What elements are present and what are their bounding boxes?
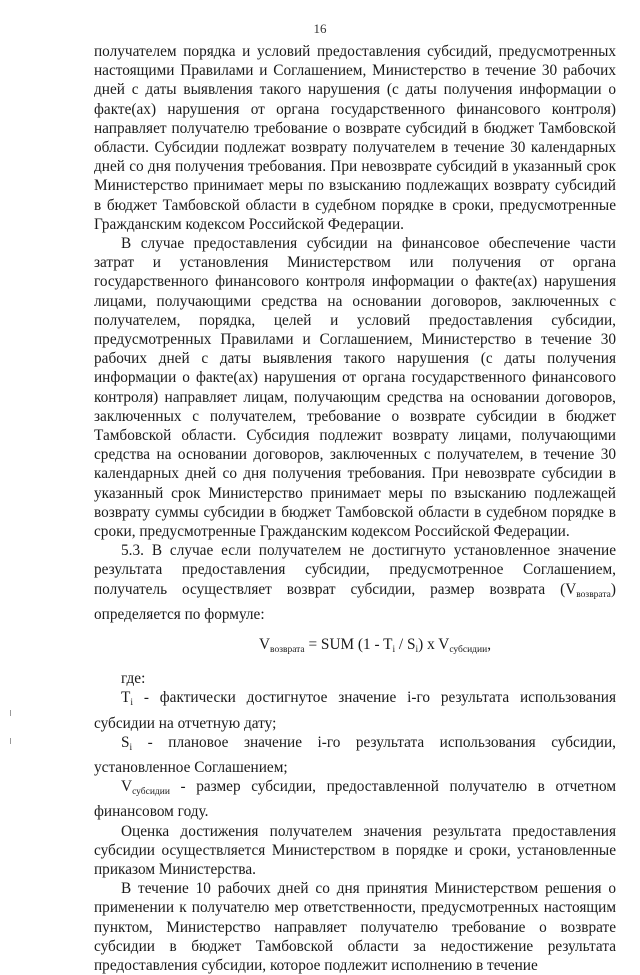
scan-edge-mark (10, 710, 11, 716)
definition-text: - фактически достигнутое значение i-го результата использования субсидии на отчетную дату; (94, 689, 616, 732)
paragraph: Оценка достижения получателем значения результата предоставления субсидии осуществляется Министерством в порядке и сроки, установленные приказом Министерства. (94, 822, 616, 878)
subscript: i (392, 645, 396, 656)
paragraph-text: ) определяется по формуле: (94, 580, 616, 623)
subscript: i (129, 742, 133, 753)
formula-symbol: V (258, 636, 271, 654)
paragraph: В течение 10 рабочих дней со дня принятия Министерством решения о применении к получателю мер ответственности, предусмотренных настоящим пунктом, Министерство направляет получателю требование о возврате субсидии в бюджет Тамбовской области за недостижение результата предоставления субсидии, которое подлежит исполнению в течение (94, 880, 616, 974)
subscript: возврата (576, 589, 611, 600)
formula-symbol: V (121, 778, 133, 796)
page-number: 16 (313, 21, 327, 36)
formula-text: = SUM (1 - T (304, 636, 393, 654)
subscript: i (130, 698, 133, 709)
where-label: где: (121, 670, 146, 688)
formula-text: / S (395, 636, 416, 654)
subscript: субсидии (132, 787, 170, 798)
paragraph: получателем порядка и условий предоставления субсидий, предусмотренных настоящими Правилами и Соглашением, Министерство в течение 30 рабочих дней с даты выявления такого нарушения (с даты получения информации о факте(ах) нарушения от органа государственного финансового контроля) направляет получателю требование о возврате субсидий в бюджет Тамбовской области. Субсидии подлежат возврату получателем в течение 30 календарных дней со дня получения требования. При невозврате субсидий в указанный срок Министерство принимает меры по взысканию подлежащих возврату субсидий в бюджет Тамбовской области в судебном порядке в сроки, предусмотренные Гражданским кодексом Российской Федерации. (94, 43, 616, 233)
document-body (94, 42, 616, 975)
definition-s (94, 733, 616, 777)
scan-edge-mark (10, 738, 11, 744)
subscript: возврата (270, 645, 305, 656)
formula-symbol: T (121, 689, 131, 707)
paragraph-5-3 (94, 541, 616, 624)
definition-v (94, 777, 616, 821)
formula-text: ) x V (418, 636, 450, 654)
subscript: субсидии (449, 645, 488, 656)
definition-text: - размер субсидии, предоставленной получателю в отчетном финансовом году. (94, 778, 616, 821)
definition-text: - плановое значение i-го результата использования субсидии, установленное Соглашением; (94, 733, 616, 776)
refund-formula (94, 630, 616, 665)
formula-text: , (487, 636, 492, 654)
definition-t (94, 688, 616, 732)
paragraph: В случае предоставления субсидии на финансовое обеспечение части затрат и установления Министерством или получения от органа государственного финансового контроля информации о факте(ах) нарушения лицами, получающими средства на основании договоров, заключенных с получателем, порядка, целей и условий предоставления субсидии, предусмотренных Правилами и Соглашением, Министерство в течение 30 рабочих дней с даты выявления такого нарушения (с даты получения информации о факте(ах) нарушения от органа государственного финансового контроля) направляет лицам, получающим средства на основании договоров, заключенных с получателем, требование о возврате субсидии в бюджет Тамбовской области. Субсидия подлежит возврату лицами, получающими средства на основании договоров, заключенных с получателем, в течение 30 календарных дней со дня получения требования. При невозврате субсидии в указанный срок Министерство принимает меры по взысканию подлежащей возврату суммы субсидии в бюджет Тамбовской области в судебном порядке в сроки, предусмотренные Гражданским кодексом Российской Федерации. (94, 235, 616, 541)
formula-symbol: S (121, 733, 130, 751)
paragraph-text: 5.3. В случае если получателем не достигнуто установленное значение результата предоставления субсидии, предусмотренное Соглашением, получатель осуществляет возврат субсидии, размер возврата (V (94, 542, 616, 598)
subscript: i (415, 645, 419, 656)
